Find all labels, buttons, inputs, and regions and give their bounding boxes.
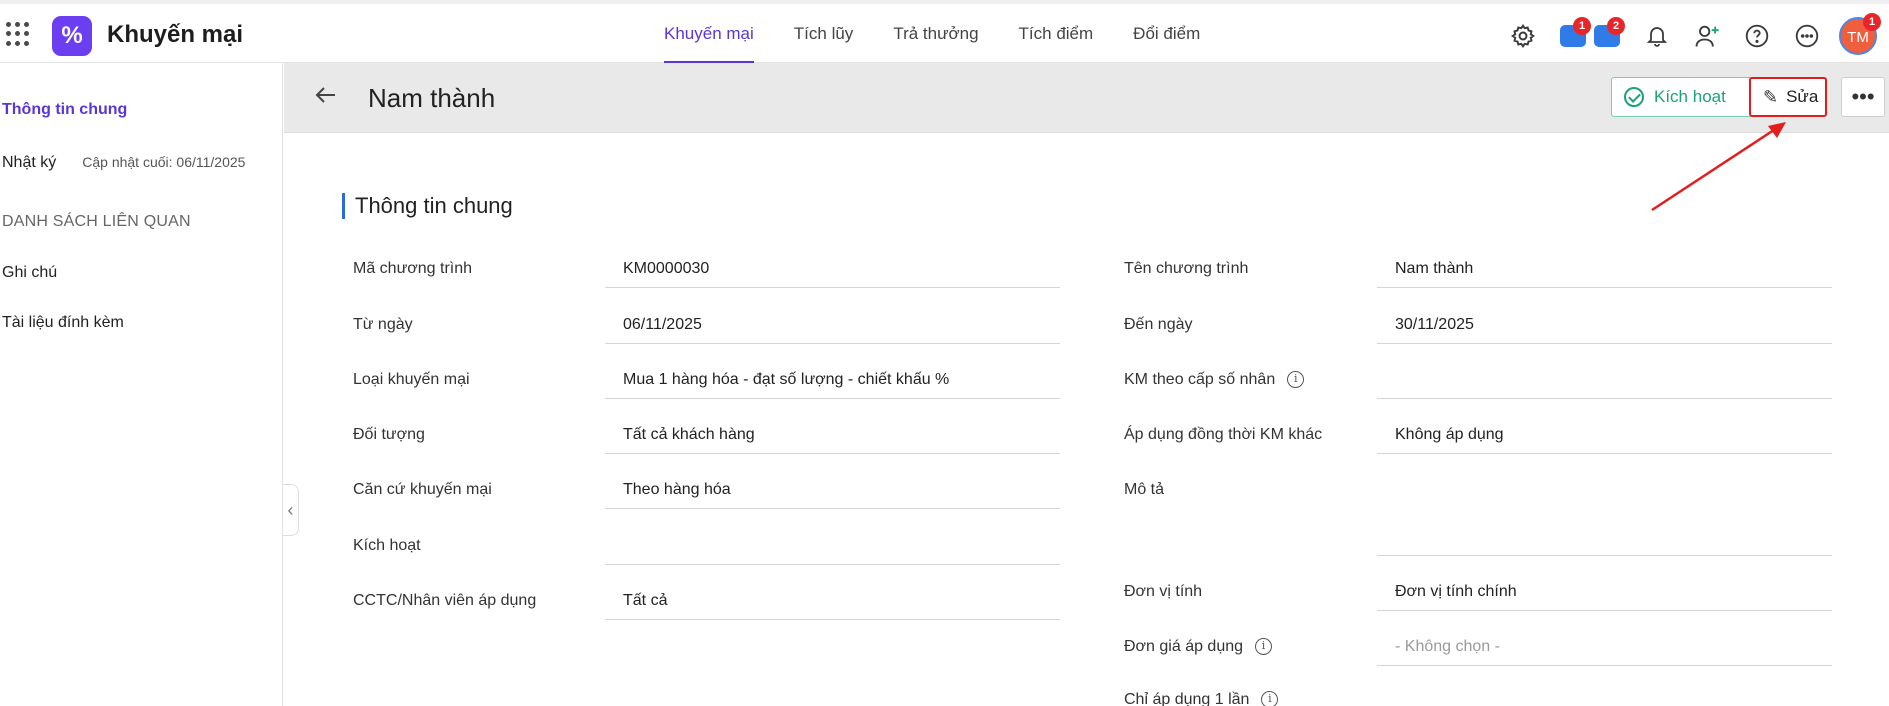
- multiplier-label-text: KM theo cấp số nhân: [1124, 371, 1276, 388]
- target-value: Tất cả khách hàng: [605, 420, 1060, 454]
- from-date-value: 06/11/2025: [605, 310, 1060, 344]
- activate-button-label: Kích hoạt: [1654, 87, 1726, 106]
- tab-tich-diem[interactable]: Tích điểm: [1018, 24, 1094, 43]
- section-title: Thông tin chung: [342, 193, 513, 219]
- multiplier-value: [1377, 365, 1832, 399]
- info-icon[interactable]: i: [1261, 691, 1278, 706]
- app-title: Khuyến mại: [107, 21, 244, 48]
- code-value: KM0000030: [605, 254, 1060, 288]
- sidebar-item-log[interactable]: [2, 154, 245, 172]
- description-value: [1377, 475, 1832, 556]
- more-options-icon[interactable]: [1791, 20, 1823, 52]
- activate-button[interactable]: [1611, 77, 1753, 117]
- main-nav: [664, 4, 1240, 63]
- back-arrow-icon[interactable]: [314, 83, 338, 114]
- staff-value: Tất cả: [605, 586, 1060, 620]
- avatar-badge: 1: [1863, 13, 1881, 31]
- info-icon[interactable]: i: [1287, 371, 1304, 388]
- sidebar-item-attachments[interactable]: Tài liệu đính kèm: [2, 314, 124, 331]
- description-label: Mô tả: [1124, 481, 1165, 498]
- edit-button[interactable]: [1749, 77, 1827, 117]
- promo-type-value: Mua 1 hàng hóa - đạt số lượng - chiết khấu %: [605, 365, 1060, 399]
- program-name-label: Tên chương trình: [1124, 260, 1249, 277]
- orders-badge: 2: [1607, 17, 1625, 35]
- sidebar-item-general[interactable]: Thông tin chung: [2, 101, 128, 118]
- collapse-sidebar-button[interactable]: ‹: [283, 484, 299, 536]
- price-label-text: Đơn giá áp dụng: [1124, 638, 1244, 655]
- tab-khuyen-mai[interactable]: Khuyến mại: [664, 4, 754, 63]
- cart-icon[interactable]: [1557, 20, 1589, 52]
- app-logo: %: [52, 16, 92, 56]
- detail-sidebar: [0, 63, 283, 706]
- info-icon[interactable]: i: [1255, 638, 1272, 655]
- log-updated-text: Cập nhật cuối: 06/11/2025: [82, 154, 246, 170]
- apply-once-label: [1124, 691, 1278, 706]
- concurrent-value: Không áp dụng: [1377, 420, 1832, 454]
- help-icon[interactable]: [1741, 20, 1773, 52]
- pencil-icon: ✎: [1763, 86, 1779, 107]
- tab-tich-luy[interactable]: Tích lũy: [793, 24, 854, 43]
- settings-gear-icon[interactable]: [1507, 20, 1539, 52]
- app-grid-icon[interactable]: [6, 22, 30, 46]
- more-actions-button[interactable]: •••: [1841, 77, 1885, 117]
- check-circle-icon: [1624, 87, 1644, 107]
- to-date-label: Đến ngày: [1124, 316, 1193, 333]
- apply-once-label-text: Chỉ áp dụng 1 lần: [1124, 691, 1250, 706]
- activate-field-value: [605, 531, 1060, 565]
- record-title: Nam thành: [368, 83, 496, 113]
- annotation-arrow: [1640, 118, 1790, 218]
- staff-label: CCTC/Nhân viên áp dụng: [353, 592, 537, 609]
- program-name-value: Nam thành: [1377, 254, 1832, 288]
- tab-doi-diem[interactable]: Đổi điểm: [1133, 24, 1201, 43]
- price-select[interactable]: - Không chọn -: [1377, 632, 1832, 666]
- from-date-label: Từ ngày: [353, 316, 413, 333]
- cart-badge: 1: [1573, 17, 1591, 35]
- avatar-initials: TM: [1847, 29, 1869, 46]
- top-bar: [0, 0, 1889, 63]
- edit-button-label: Sửa: [1786, 87, 1819, 106]
- unit-label: Đơn vị tính: [1124, 583, 1203, 600]
- tab-tra-thuong[interactable]: Trả thưởng: [893, 24, 979, 43]
- add-user-icon[interactable]: [1691, 20, 1723, 52]
- promo-basis-value: Theo hàng hóa: [605, 475, 1060, 509]
- user-avatar[interactable]: [1839, 17, 1877, 55]
- target-label: Đối tượng: [353, 426, 425, 443]
- sidebar-item-notes[interactable]: Ghi chú: [2, 264, 58, 281]
- bell-icon[interactable]: [1641, 20, 1673, 52]
- related-list-heading: DANH SÁCH LIÊN QUAN: [2, 213, 191, 230]
- price-label: [1124, 638, 1272, 656]
- topbar-actions: [1489, 16, 1877, 56]
- concurrent-label: Áp dụng đồng thời KM khác: [1124, 426, 1323, 443]
- to-date-value: 30/11/2025: [1377, 310, 1832, 344]
- cart-orders-icon[interactable]: [1591, 20, 1623, 52]
- code-label: Mã chương trình: [353, 260, 473, 277]
- promo-basis-label: Căn cứ khuyến mại: [353, 481, 492, 498]
- unit-value: Đơn vị tính chính: [1377, 577, 1832, 611]
- promo-type-label: Loại khuyến mại: [353, 371, 470, 388]
- sidebar-log-label: Nhật ký: [2, 154, 57, 171]
- activate-field-label: Kích hoạt: [353, 537, 421, 554]
- multiplier-label: [1124, 371, 1304, 389]
